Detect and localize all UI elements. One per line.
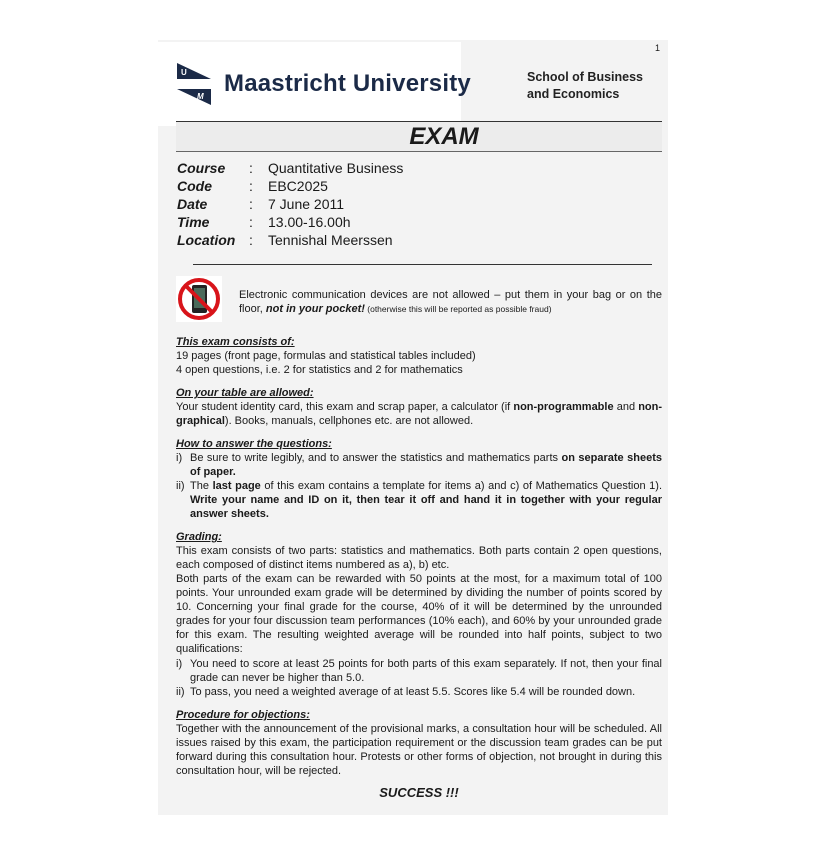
text: The <box>190 480 213 492</box>
text: ). Books, manuals, cellphones etc. are not allowed. <box>224 415 474 427</box>
detail-colon: : <box>249 232 253 248</box>
detail-label: Time <box>177 214 210 230</box>
text: of this exam contains a template for items a) and c) of Mathematics Question 1). <box>260 480 663 492</box>
list-number: ii) <box>176 480 185 492</box>
detail-value: Tennishal Meerssen <box>268 232 393 248</box>
detail-label: Location <box>177 232 236 248</box>
page-number: 1 <box>655 43 661 53</box>
exam-title: EXAM <box>409 123 479 150</box>
detail-value: EBC2025 <box>268 178 328 194</box>
list-item <box>176 657 662 685</box>
text: You need to score at least 25 points for both parts of this exam separately. If not, then your final grade can never be higher than 5.0. <box>190 658 662 684</box>
section-heading: Grading: <box>176 531 222 543</box>
detail-colon: : <box>249 214 253 230</box>
bold-text: last page <box>212 480 261 492</box>
detail-label: Code <box>177 178 212 194</box>
consists-line: 4 open questions, i.e. 2 for statistics and 2 for mathematics <box>176 364 463 376</box>
divider <box>193 264 652 265</box>
section-heading: Procedure for objections: <box>176 709 310 721</box>
svg-text:U: U <box>181 68 187 77</box>
detail-colon: : <box>249 160 253 176</box>
grading-paragraph: This exam consists of two parts: statistics and mathematics. Both parts contain 2 open questions, each composed of distinct items numbered as a), b) etc. <box>176 545 662 571</box>
list-number: i) <box>176 658 183 670</box>
text: and <box>613 401 639 413</box>
university-name: Maastricht University <box>224 70 471 97</box>
section-heading: This exam consists of: <box>176 336 295 348</box>
list-item <box>176 451 662 479</box>
consists-line: 19 pages (front page, formulas and statistical tables included) <box>176 350 476 362</box>
detail-label: Course <box>177 160 226 176</box>
detail-colon: : <box>249 178 253 194</box>
closing-text: SUCCESS !!! <box>379 785 459 800</box>
school-name <box>527 69 643 102</box>
list-number: i) <box>176 452 183 464</box>
text: To pass, you need a weighted average of at least 5.5. Scores like 5.4 will be rounded down. <box>190 686 636 698</box>
list-item <box>176 479 662 521</box>
detail-colon: : <box>249 196 253 212</box>
notice-text: Electronic communication devices are not allowed – put them in your bag or on the floor, <box>239 289 662 315</box>
section-heading: How to answer the questions: <box>176 438 332 450</box>
notice-small: (otherwise this will be reported as possible fraud) <box>364 304 552 314</box>
detail-value: 7 June 2011 <box>268 196 345 212</box>
grading-paragraph: Both parts of the exam can be rewarded with 50 points at the most, for a maximum total of 100 points. Your unrounded exam grade will be determined by dividing the number of points scored by 10. Concerning your final grade for the course, 40% of it will be determined by the unrounded grades for your four discussion team performances (10% each), and 60% by your unrounded grade for this exam. The resulting weighted average will be rounded into half points, subject to two qualifications: <box>176 573 662 655</box>
svg-text:M: M <box>197 92 204 101</box>
notice-emphasis: not in your pocket! <box>265 303 365 315</box>
device-notice <box>239 288 662 316</box>
bold-text: on separate sheets of paper. <box>190 452 662 478</box>
bold-text: Write your name and ID on it, then tear it off and hand it in together with your regular answer sheets. <box>190 494 662 520</box>
exam-title-box <box>176 121 662 152</box>
list-number: ii) <box>176 686 185 698</box>
school-line: School of Business <box>527 70 643 84</box>
um-logo-icon <box>177 63 211 105</box>
objections-paragraph: Together with the announcement of the provisional marks, a consultation hour will be scheduled. All issues raised by this exam, the participation requirement or the discussion team grades can be put forward during this consultation hour. Protests or other forms of objection, not brought in during this consultation hour, will be rejected. <box>176 723 662 777</box>
allowed-text <box>176 400 662 428</box>
school-line: and Economics <box>527 86 620 101</box>
text: Be sure to write legibly, and to answer the statistics and mathematics parts <box>190 452 562 464</box>
no-phone-icon <box>176 276 222 322</box>
text: Your student identity card, this exam and scrap paper, a calculator (if <box>176 401 514 413</box>
section-heading: On your table are allowed: <box>176 387 314 399</box>
bold-text: non-graphical <box>176 401 663 427</box>
detail-label: Date <box>177 196 208 212</box>
detail-value: 13.00-16.00h <box>268 214 351 230</box>
list-item <box>176 685 662 699</box>
bold-text: non-programmable <box>513 401 614 413</box>
detail-value: Quantitative Business <box>268 160 404 176</box>
